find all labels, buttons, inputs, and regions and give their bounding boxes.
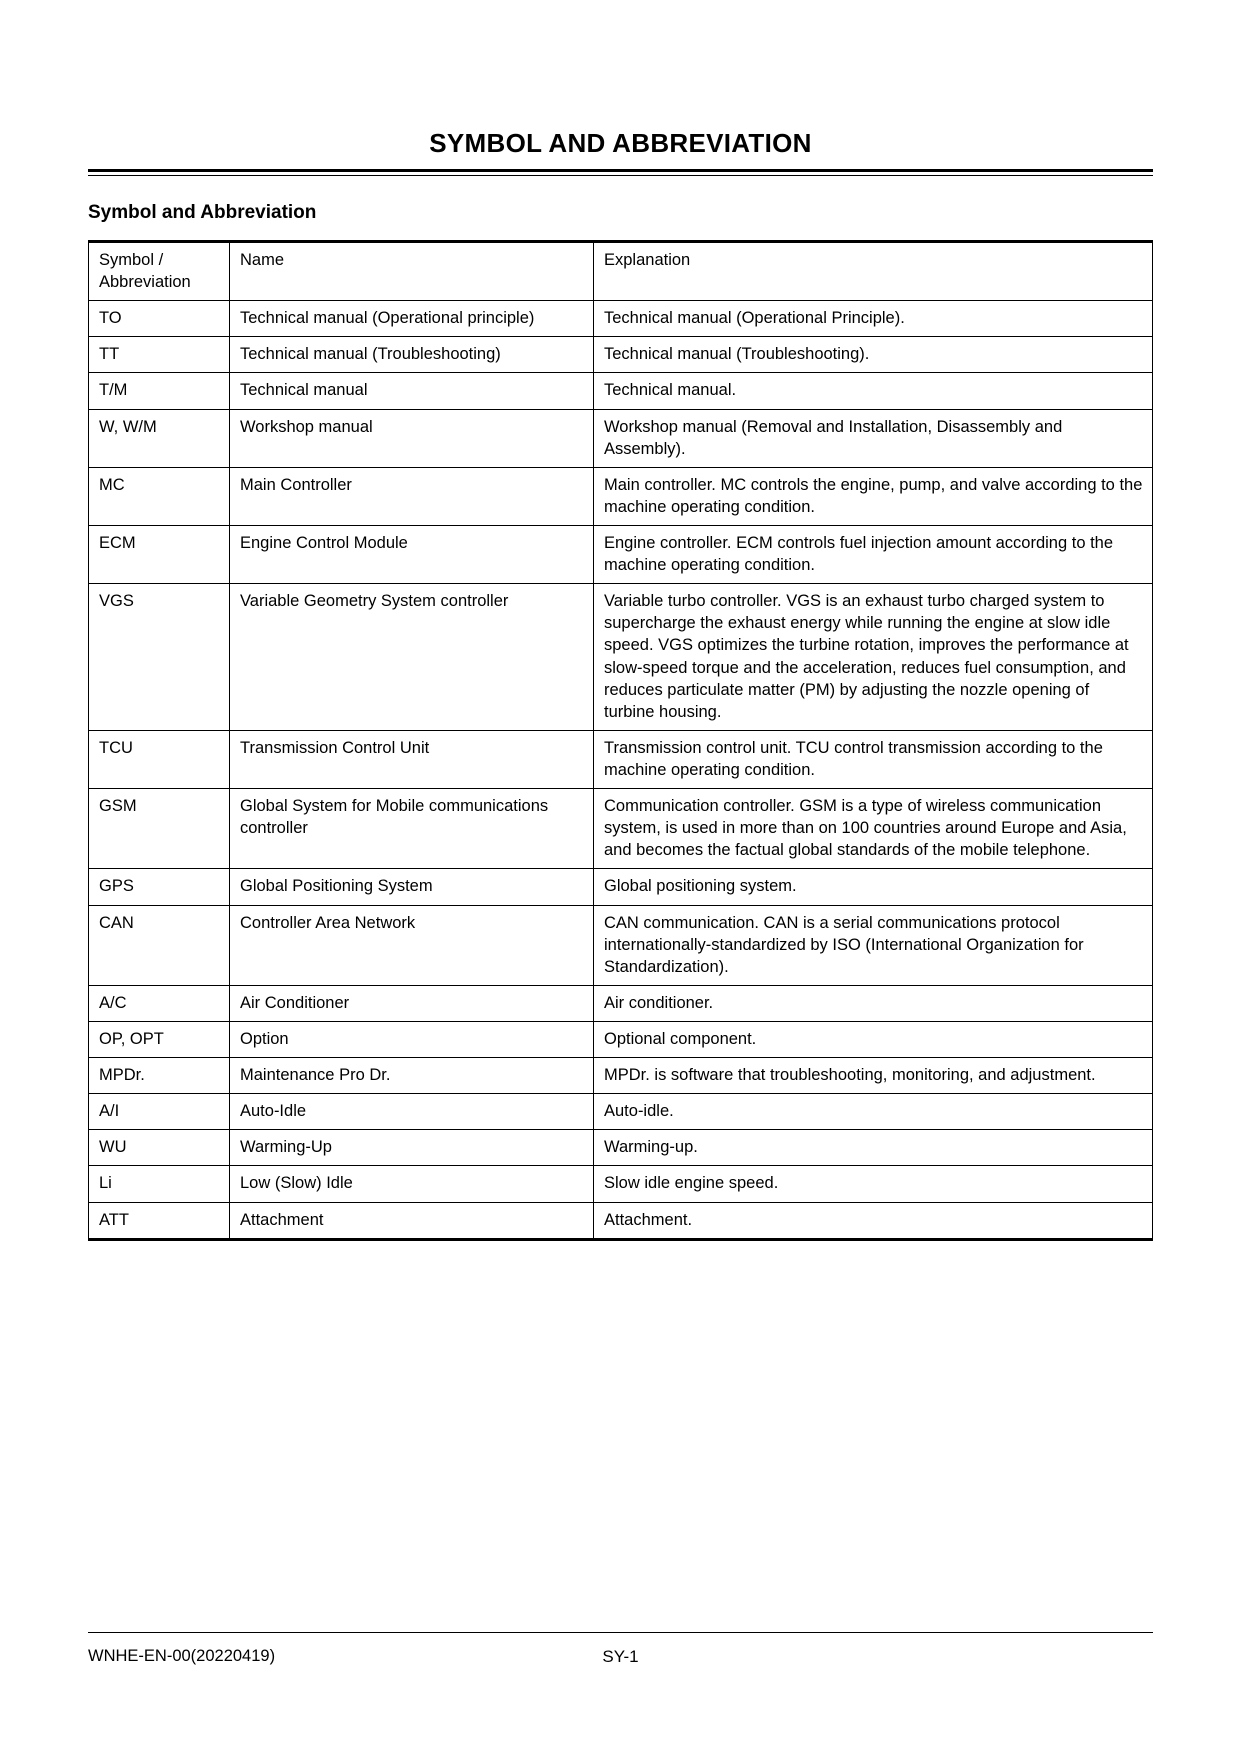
cell-symbol: TT [89, 337, 230, 373]
cell-explanation: Engine controller. ECM controls fuel injection amount according to the machine operating condition. [594, 525, 1153, 583]
cell-symbol: GPS [89, 869, 230, 905]
table-row [89, 1021, 1153, 1057]
cell-name: Variable Geometry System controller [230, 584, 594, 731]
cell-explanation: Warming-up. [594, 1130, 1153, 1166]
cell-explanation: Slow idle engine speed. [594, 1166, 1153, 1202]
cell-explanation: Technical manual (Operational Principle). [594, 301, 1153, 337]
table-row [89, 373, 1153, 409]
cell-explanation: Technical manual. [594, 373, 1153, 409]
cell-symbol: A/C [89, 985, 230, 1021]
cell-name: Main Controller [230, 467, 594, 525]
page-number: SY-1 [602, 1647, 639, 1666]
abbreviation-table [88, 240, 1153, 1241]
cell-symbol: A/I [89, 1094, 230, 1130]
cell-explanation: Optional component. [594, 1021, 1153, 1057]
cell-symbol: OP, OPT [89, 1021, 230, 1057]
header-symbol-line1: Symbol / [99, 251, 164, 269]
table-row [89, 409, 1153, 467]
cell-explanation: Variable turbo controller. VGS is an exhaust turbo charged system to supercharge the exhaust energy while running the engine at slow idle speed. VGS optimizes the turbine rotation, improves the performance at slow-speed torque and the acceleration, reduces fuel consumption, and reduces particulate matter (PM) by adjusting the nozzle opening of turbine housing. [594, 584, 1153, 731]
cell-name: Low (Slow) Idle [230, 1166, 594, 1202]
cell-symbol: T/M [89, 373, 230, 409]
cell-explanation: CAN communication. CAN is a serial communications protocol internationally-standardized by ISO (International Organization for Standardization). [594, 905, 1153, 985]
table-row [89, 905, 1153, 985]
cell-symbol: VGS [89, 584, 230, 731]
page-footer [88, 1632, 1153, 1666]
table-row [89, 1202, 1153, 1239]
cell-name: Global Positioning System [230, 869, 594, 905]
table-row [89, 789, 1153, 869]
table-row [89, 467, 1153, 525]
cell-name: Technical manual (Troubleshooting) [230, 337, 594, 373]
cell-symbol: TO [89, 301, 230, 337]
cell-name: Global System for Mobile communications controller [230, 789, 594, 869]
title-rule-thin [88, 175, 1153, 176]
cell-explanation: Communication controller. GSM is a type of wireless communication system, is used in more than on 100 countries around Europe and Asia, and becomes the factual global standards of the mobile telephone. [594, 789, 1153, 869]
page-title: SYMBOL AND ABBREVIATION [429, 128, 812, 158]
cell-explanation: Workshop manual (Removal and Installation, Disassembly and Assembly). [594, 409, 1153, 467]
header-explanation: Explanation [594, 242, 1153, 301]
cell-explanation: Main controller. MC controls the engine, pump, and valve according to the machine operating condition. [594, 467, 1153, 525]
table-row [89, 730, 1153, 788]
cell-explanation: Air conditioner. [594, 985, 1153, 1021]
table-row [89, 337, 1153, 373]
cell-name: Air Conditioner [230, 985, 594, 1021]
table-row [89, 1058, 1153, 1094]
cell-explanation: Auto-idle. [594, 1094, 1153, 1130]
cell-name: Engine Control Module [230, 525, 594, 583]
header-symbol [89, 242, 230, 301]
cell-symbol: Li [89, 1166, 230, 1202]
cell-explanation: Attachment. [594, 1202, 1153, 1239]
cell-symbol: ECM [89, 525, 230, 583]
table-row [89, 1166, 1153, 1202]
cell-name: Controller Area Network [230, 905, 594, 985]
cell-name: Technical manual [230, 373, 594, 409]
title-rule-thick [88, 169, 1153, 172]
table-row [89, 1130, 1153, 1166]
section-heading: Symbol and Abbreviation [88, 202, 317, 223]
cell-name: Attachment [230, 1202, 594, 1239]
cell-explanation: Global positioning system. [594, 869, 1153, 905]
cell-symbol: TCU [89, 730, 230, 788]
cell-name: Option [230, 1021, 594, 1057]
cell-explanation: Transmission control unit. TCU control transmission according to the machine operating condition. [594, 730, 1153, 788]
cell-name: Workshop manual [230, 409, 594, 467]
header-symbol-line2: Abbreviation [99, 273, 191, 292]
cell-symbol: W, W/M [89, 409, 230, 467]
cell-name: Warming-Up [230, 1130, 594, 1166]
table-row [89, 985, 1153, 1021]
cell-symbol: MPDr. [89, 1058, 230, 1094]
cell-name: Technical manual (Operational principle) [230, 301, 594, 337]
cell-symbol: ATT [89, 1202, 230, 1239]
header-name: Name [230, 242, 594, 301]
cell-symbol: CAN [89, 905, 230, 985]
cell-explanation: Technical manual (Troubleshooting). [594, 337, 1153, 373]
table-row [89, 584, 1153, 731]
table-row [89, 869, 1153, 905]
cell-name: Maintenance Pro Dr. [230, 1058, 594, 1094]
cell-symbol: GSM [89, 789, 230, 869]
cell-symbol: MC [89, 467, 230, 525]
cell-name: Auto-Idle [230, 1094, 594, 1130]
cell-name: Transmission Control Unit [230, 730, 594, 788]
table-row [89, 1094, 1153, 1130]
cell-symbol: WU [89, 1130, 230, 1166]
footer-rule [88, 1632, 1153, 1633]
table-row [89, 301, 1153, 337]
table-header-row [89, 242, 1153, 301]
cell-explanation: MPDr. is software that troubleshooting, monitoring, and adjustment. [594, 1058, 1153, 1094]
table-row [89, 525, 1153, 583]
document-code: WNHE-EN-00(20220419) [88, 1647, 276, 1665]
